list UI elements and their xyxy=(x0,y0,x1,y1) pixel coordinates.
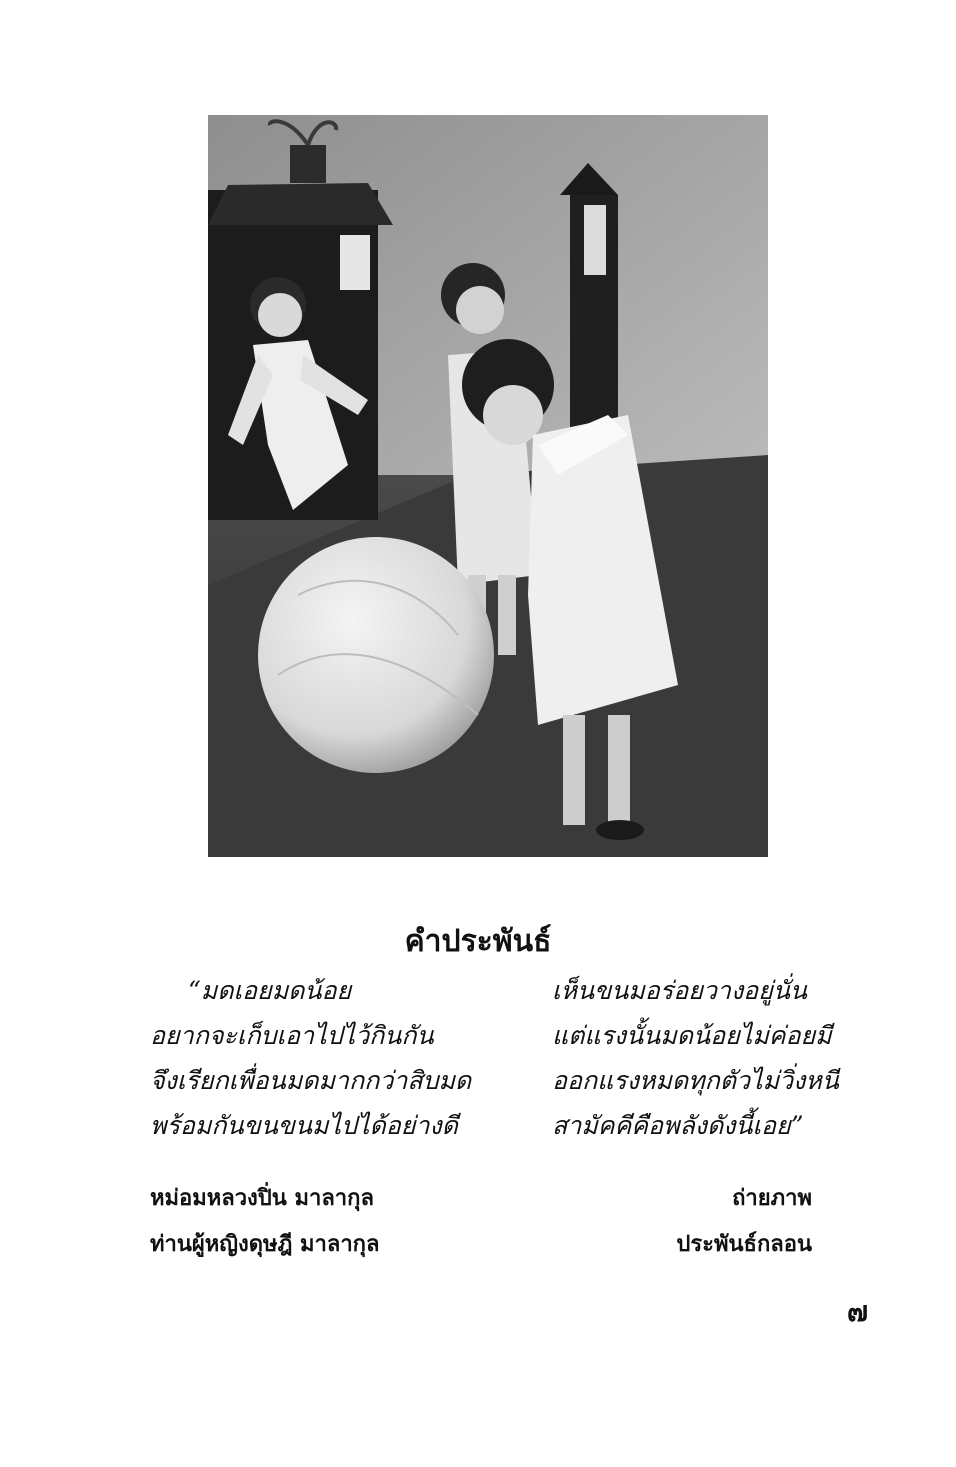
poem-line: แต่แรงนั้นมดน้อยไม่ค่อยมี xyxy=(552,1021,832,1050)
credit-name-photographer: หม่อมหลวงปิ่น มาลากุล xyxy=(150,1186,374,1211)
page-number: ๗ xyxy=(846,1295,868,1328)
poem-line: ออกแรงหมดทุกตัวไม่วิ่งหนี xyxy=(552,1066,839,1095)
credit-roles xyxy=(676,1176,812,1268)
poem-line: จึงเรียกเพื่อนมดมากกว่าสิบมด xyxy=(150,1066,472,1095)
large-ball xyxy=(258,537,494,773)
poem-line: อยากจะเก็บเอาไปไว้กินกัน xyxy=(150,1021,434,1050)
poem-title: คำประพันธ์ xyxy=(404,924,552,959)
poem-line: สามัคคีคือพลังดังนี้เอย” xyxy=(552,1111,804,1140)
credit-role-poem: ประพันธ์กลอน xyxy=(676,1232,812,1257)
credit-names xyxy=(150,1176,380,1268)
poem-line: เห็นขนมอร่อยวางอยู่นั่น xyxy=(552,976,808,1005)
poem-right-column xyxy=(552,968,839,1148)
poem-line: “มดเอยมดน้อย xyxy=(188,976,352,1005)
credit-name-author: ท่านผู้หญิงดุษฎี มาลากุล xyxy=(150,1232,380,1257)
poem-line: พร้อมกันขนขนมไปได้อย่างดี xyxy=(150,1111,458,1140)
photo-children-ball xyxy=(208,115,768,857)
photo-illustration xyxy=(208,115,768,857)
credit-role-photo: ถ่ายภาพ xyxy=(732,1186,812,1211)
poem-left-column xyxy=(150,968,471,1148)
